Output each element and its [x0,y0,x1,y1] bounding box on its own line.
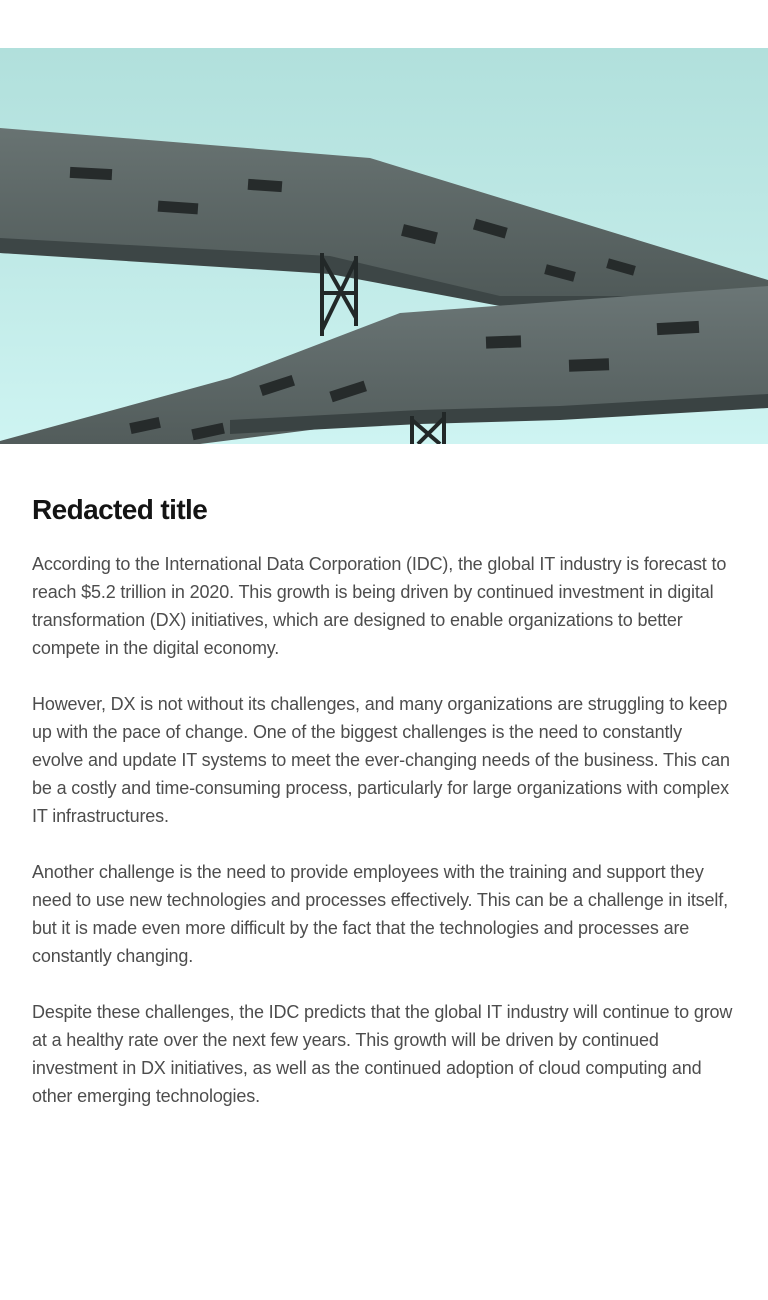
upper-walkway [0,128,768,308]
article-paragraph: Another challenge is the need to provide employees with the training and support they need to use new technologies and processes effectively. This can be a challenge in itself, but it is made even more difficult by the fact that the technologies and processes are constantly changing. [32,862,728,966]
page-title: Redacted title [32,494,208,525]
lower-walkway [0,286,768,444]
top-spacer [0,0,768,48]
elevated-walkways-photo [0,48,768,444]
article-paragraph: However, DX is not without its challenges, and many organizations are struggling to keep up with the pace of change. One of the biggest challenges is the need to constantly evolve and update IT systems to meet the ever-changing needs of the business. This can be a costly and time-consuming process, particularly for large organizations with complex IT infrastructures. [32,694,730,826]
article [0,444,768,1110]
article-paragraph: According to the International Data Corporation (IDC), the global IT industry is forecast to reach $5.2 trillion in 2020. This growth is being driven by continued investment in digital transformation (DX) initiatives, which are designed to enable organizations to better compete in the digital economy. [32,554,727,658]
hero-image [0,48,768,444]
article-paragraph: Despite these challenges, the IDC predicts that the global IT industry will continue to grow at a healthy rate over the next few years. This growth will be driven by continued investment in DX initiatives, as well as the continued adoption of cloud computing and other emerging technologies. [32,1002,733,1106]
